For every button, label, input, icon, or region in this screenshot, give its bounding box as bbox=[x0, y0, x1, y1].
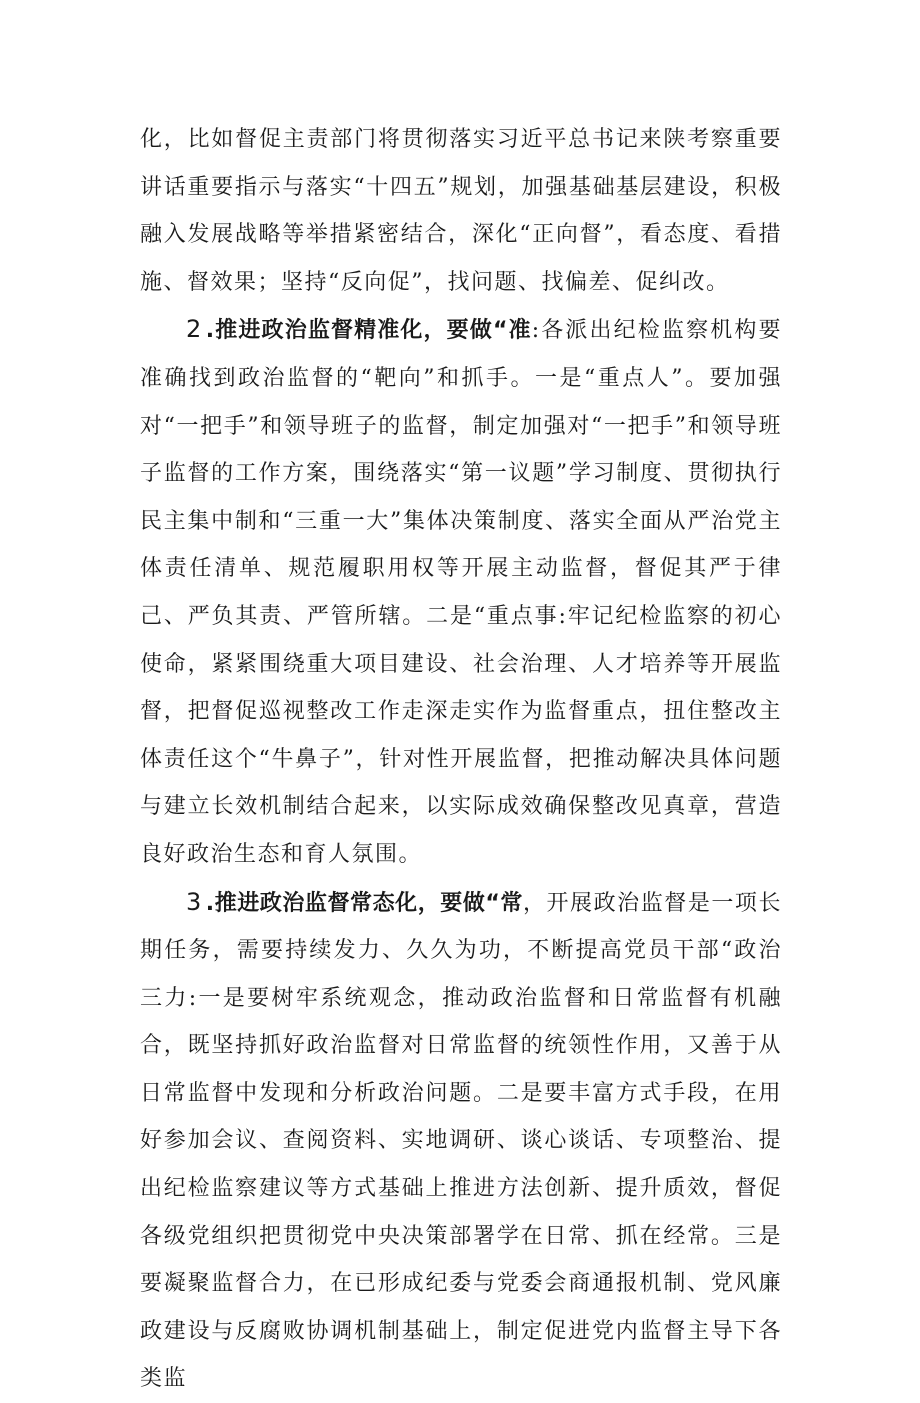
paragraph-3 bbox=[140, 879, 782, 1403]
paragraph-2 bbox=[140, 306, 782, 878]
paragraph-3-text: ，开展政治监督是一项长期任务，需要持续发力、久久为功，不断提高党员干部“政治三力:一是要树牢系统观念，推动政治监督和日常监督有机融合，既坚持抓好政治监督对日常监督的统领性作用，又善于从日常监督中发现和分析政治问题。二是要丰富方式手段，在用好参加会议、查阅资料、实地调研、谈心谈话、专项整治、提出纪检监察建议等方式基础上推进方法创新、提升质效，督促各级党组织把贯彻党中央决策部署学在日常、抓在经常。三是要凝聚监督合力，在已形成纪委与党委会商通报机制、党风廉政建设与反腐败协调机制基础上，制定促进党内监督主导下各类监 bbox=[140, 891, 782, 1392]
paragraph-3-heading-text: .推进政治监督常态化，要做“常 bbox=[206, 891, 523, 916]
paragraph-2-heading bbox=[186, 318, 532, 343]
paragraph-1-text: 化，比如督促主责部门将贯彻落实习近平总书记来陕考察重要讲话重要指示与落实“十四五”规划，加强基础基层建设，积极融入发展战略等举措紧密结合，深化“正向督”，看态度、看措施、督效果；坚持“反向促”，找问题、找偏差、促纠改。 bbox=[140, 127, 782, 295]
paragraph-3-heading bbox=[186, 891, 523, 916]
paragraph-3-number: 3 bbox=[186, 888, 202, 916]
paragraph-1 bbox=[140, 116, 782, 306]
paragraph-2-heading-text: .推进政治监督精准化，要做“准 bbox=[206, 318, 532, 343]
paragraph-2-number: 2 bbox=[186, 315, 202, 343]
paragraph-2-text: :各派出纪检监察机构要准确找到政治监督的“靶向”和抓手。一是“重点人”。要加强对“一把手”和领导班子的监督，制定加强对“一把手”和领导班子监督的工作方案，围绕落实“第一议题”学习制度、贯彻执行民主集中制和“三重一大”集体决策制度、落实全面从严治党主体责任清单、规范履职用权等开展主动监督，督促其严于律己、严负其责、严管所辖。二是“重点事:牢记纪检监察的初心使命，紧紧围绕重大项目建设、社会治理、人才培养等开展监督，把督促巡视整改工作走深走实作为监督重点，扭住整改主体责任这个“牛鼻子”，针对性开展监督，把推动解决具体问题与建立长效机制结合起来，以实际成效确保整改见真章，营造良好政治生态和育人氛围。 bbox=[140, 318, 782, 867]
